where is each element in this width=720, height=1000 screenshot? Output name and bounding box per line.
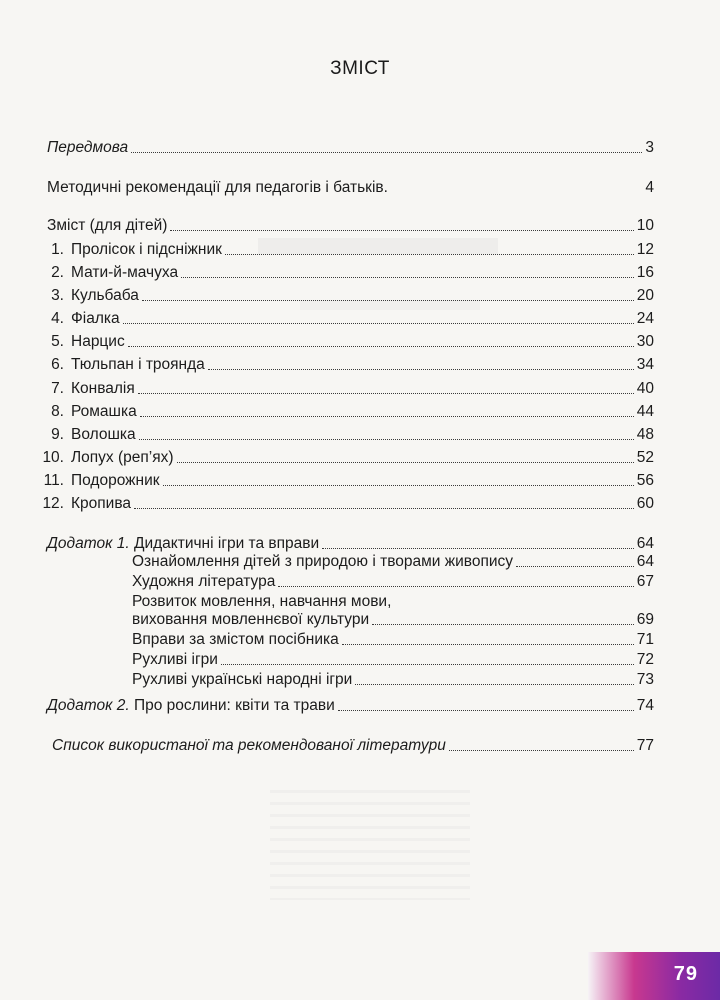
leader-dots <box>123 323 634 324</box>
item-number: 6. <box>51 356 64 373</box>
entry-page: 30 <box>636 333 654 350</box>
leader-dots <box>355 684 633 685</box>
leader-dots <box>372 624 634 625</box>
entry-page: 64 <box>636 553 654 570</box>
entry-label: Конвалія <box>71 380 135 397</box>
toc-item[interactable] <box>40 495 654 513</box>
entry-label: Лопух (реп’ях) <box>71 449 174 466</box>
entry-label: Пролісок і підсніжник <box>71 241 222 258</box>
item-number: 10. <box>42 449 64 466</box>
toc-subentry[interactable] <box>132 631 654 649</box>
entry-page: 69 <box>636 611 654 628</box>
entry-label: виховання мовленнєвої культури <box>132 611 370 628</box>
entry-label: Дидактичні ігри та вправи <box>133 535 320 552</box>
page-title: ЗМІСТ <box>330 58 390 79</box>
entry-page: 34 <box>636 356 654 373</box>
toc-subentry[interactable] <box>132 671 654 689</box>
toc-item[interactable] <box>40 241 654 259</box>
entry-page: 64 <box>636 535 654 552</box>
page-number-badge <box>588 952 720 1000</box>
toc-subentry[interactable] <box>132 651 654 669</box>
entry-page: 44 <box>636 403 654 420</box>
toc-entry-method[interactable] <box>47 179 654 197</box>
entry-page: 16 <box>636 264 654 281</box>
toc-subentry[interactable] <box>132 573 654 591</box>
item-number: 4. <box>51 310 64 327</box>
toc-item[interactable] <box>40 426 654 444</box>
leader-dots <box>140 416 634 417</box>
toc-entry-foreword[interactable] <box>47 139 654 157</box>
leader-dots <box>322 548 634 549</box>
item-number: 11. <box>43 472 64 489</box>
entry-page: 52 <box>636 449 654 466</box>
leader-dots <box>338 710 634 711</box>
entry-page: 4 <box>645 179 654 196</box>
entry-label: Передмова <box>47 139 129 156</box>
leader-dots <box>142 300 634 301</box>
toc-entry-kids[interactable] <box>47 217 654 235</box>
entry-page: 48 <box>636 426 654 443</box>
toc-item[interactable] <box>40 356 654 374</box>
toc-item[interactable] <box>40 287 654 305</box>
entry-label: Кульбаба <box>71 287 139 304</box>
leader-dots <box>342 644 634 645</box>
entry-page: 67 <box>636 573 654 590</box>
leader-dots <box>170 230 633 231</box>
entry-label: Рухливі ігри <box>132 651 218 668</box>
entry-label: Ознайомлення дітей з природою і творами живопису <box>132 553 513 570</box>
page-number: 79 <box>673 963 698 985</box>
entry-label: Волошка <box>71 426 136 443</box>
toc-subentry[interactable] <box>132 553 654 571</box>
entry-label: Про рослини: квіти та трави <box>133 697 335 714</box>
leader-dots <box>177 462 634 463</box>
item-number: 5. <box>51 333 64 350</box>
entry-label: Вправи за змістом посібника <box>132 631 339 648</box>
leader-dots <box>134 508 634 509</box>
toc-subentry-line1: Розвиток мовлення, навчання мови, <box>132 593 392 610</box>
entry-label: Мати-й-мачуха <box>71 264 179 281</box>
entry-label: Рухливі українські народні ігри <box>132 671 353 688</box>
entry-label: Ромашка <box>71 403 137 420</box>
item-number: 9. <box>51 426 64 443</box>
leader-dots <box>225 254 634 255</box>
leader-dots <box>449 750 634 751</box>
item-number: 1. <box>51 241 64 258</box>
entry-label: Фіалка <box>71 310 120 327</box>
entry-page: 60 <box>636 495 654 512</box>
leader-dots <box>128 346 634 347</box>
appendix-prefix: Додаток 1. <box>47 535 130 552</box>
toc-subentry[interactable] <box>132 611 654 629</box>
item-number: 2. <box>51 264 64 281</box>
leader-dots <box>181 277 634 278</box>
toc-entry-references[interactable] <box>52 737 654 755</box>
toc-item[interactable] <box>40 449 654 467</box>
entry-label: Подорожник <box>71 472 160 489</box>
entry-page: 24 <box>636 310 654 327</box>
entry-label: Художня література <box>132 573 276 590</box>
entry-label: Методичні рекомендації для педагогів і батьків. <box>47 179 388 196</box>
entry-label: Список використаної та рекомендованої літератури <box>52 737 446 754</box>
appendix-prefix: Додаток 2. <box>47 697 130 714</box>
leader-dots <box>391 192 642 193</box>
leader-dots <box>163 485 634 486</box>
item-number: 7. <box>51 380 64 397</box>
entry-page: 3 <box>645 139 654 156</box>
leader-dots <box>208 369 634 370</box>
leader-dots <box>516 566 634 567</box>
toc-item[interactable] <box>40 380 654 398</box>
toc-entry-appendix2[interactable] <box>47 697 654 715</box>
entry-page: 12 <box>636 241 654 258</box>
entry-label: Зміст (для дітей) <box>47 217 168 234</box>
leader-dots <box>138 393 634 394</box>
entry-page: 73 <box>636 671 654 688</box>
toc-item[interactable] <box>40 264 654 282</box>
entry-page: 20 <box>636 287 654 304</box>
entry-page: 56 <box>636 472 654 489</box>
entry-page: 40 <box>636 380 654 397</box>
entry-page: 74 <box>636 697 654 714</box>
entry-label: Тюльпан і троянда <box>71 356 205 373</box>
item-number: 8. <box>51 403 64 420</box>
toc-item[interactable] <box>40 310 654 328</box>
toc-entry-appendix1[interactable] <box>47 535 654 553</box>
leader-dots <box>131 152 642 153</box>
entry-label: Кропива <box>71 495 132 512</box>
entry-label: Нарцис <box>71 333 125 350</box>
entry-page: 10 <box>636 217 654 234</box>
toc-item[interactable] <box>40 472 654 490</box>
entry-page: 77 <box>636 737 654 754</box>
toc-item[interactable] <box>40 333 654 351</box>
entry-page: 71 <box>636 631 654 648</box>
item-number: 12. <box>42 495 64 512</box>
entry-page: 72 <box>636 651 654 668</box>
item-number: 3. <box>51 287 64 304</box>
toc-item[interactable] <box>40 403 654 421</box>
leader-dots <box>139 439 634 440</box>
leader-dots <box>278 586 633 587</box>
leader-dots <box>221 664 634 665</box>
